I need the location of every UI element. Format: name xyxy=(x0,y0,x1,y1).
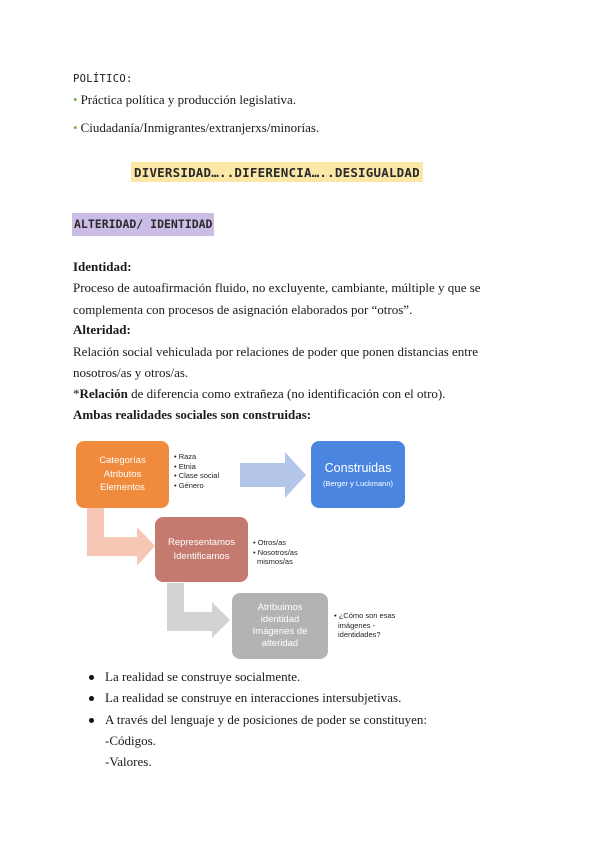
box3-list xyxy=(253,538,298,567)
box-subtitle: (Berger y Luckmann) xyxy=(322,478,394,488)
box-label: Representamos xyxy=(167,537,236,548)
bullet-text: Ciudadanía/Inmigrantes/extranjerxs/minorías. xyxy=(80,120,320,135)
box-label: Imágenes de xyxy=(252,626,308,637)
diagram-box-representamos xyxy=(155,517,248,582)
sublist-item: -Valores. xyxy=(105,754,152,769)
bullet-dot-icon xyxy=(89,675,94,680)
identidad-line-2: complementa con procesos de asignación elaborados por “otros”. xyxy=(73,302,413,317)
alteridad-line-2: nosotros/as y otros/as. xyxy=(73,365,189,380)
list-item-text: A través del lenguaje y de posiciones de poder se constituyen: xyxy=(105,712,428,727)
box4-list xyxy=(334,611,395,640)
identidad-line-1: Proceso de autoafirmación fluido, no excluyente, cambiante, múltiple y que se xyxy=(73,280,481,295)
list-item: • Nosotros/as xyxy=(253,547,298,557)
list-item: mismos/as xyxy=(257,557,293,566)
sublist-item: -Códigos. xyxy=(105,733,156,748)
arrow-right-icon xyxy=(240,452,306,498)
bullet-dot-icon: • xyxy=(73,92,78,107)
identidad-heading: Identidad: xyxy=(73,259,132,274)
list-item xyxy=(89,669,300,685)
bullet-text: Práctica política y producción legislativa. xyxy=(80,92,297,107)
highlight-title-text: DIVERSIDAD…..DIFERENCIA…..DESIGUALDAD xyxy=(131,162,423,182)
section-title-text: ALTERIDAD/ IDENTIDAD xyxy=(72,213,214,236)
list-item: • ¿Cómo son esas xyxy=(334,611,396,620)
diagram-box-atribuimos xyxy=(232,593,328,659)
box-label: Categorías xyxy=(99,455,146,467)
box-label: Atribuimos xyxy=(257,602,303,613)
list-item: identidades? xyxy=(338,630,381,639)
box-label: alteridad xyxy=(261,638,299,649)
arrow-bent-peach-icon xyxy=(87,508,155,566)
box-label: Identificamos xyxy=(173,550,230,562)
list-item: imágenes - xyxy=(338,620,376,630)
bullet-dot-icon: • xyxy=(73,120,78,135)
list-item xyxy=(89,690,401,706)
alteridad-line-1: Relación social vehiculada por relaciones de poder que ponen distancias entre xyxy=(73,344,479,359)
box-label: identidad xyxy=(260,614,300,625)
list-item: • Raza xyxy=(174,452,197,461)
list-item: • Clase social xyxy=(174,471,220,480)
diagram-box-construidas xyxy=(311,441,405,508)
list-item: • Etnia xyxy=(174,461,196,471)
box1-list xyxy=(174,452,219,490)
bullet-dot-icon xyxy=(89,696,94,701)
box-title: Construidas xyxy=(324,460,392,475)
bullet-dot-icon xyxy=(89,718,94,723)
diagram-box-categorias xyxy=(76,441,169,508)
list-item: • Otros/as xyxy=(253,538,287,547)
list-item-text: La realidad se construye socialmente. xyxy=(105,669,301,684)
box-label: Atributos xyxy=(103,468,142,480)
list-item-text: La realidad se construye en interacciones intersubjetivas. xyxy=(105,690,402,705)
list-item: • Género xyxy=(174,480,204,490)
list-item xyxy=(89,712,427,728)
box-label: Elementos xyxy=(100,482,145,494)
arrow-bent-gray-icon xyxy=(167,583,230,638)
section-label: POLÍTICO: xyxy=(73,73,133,85)
constructed-heading: Ambas realidades sociales son construidas: xyxy=(73,407,312,422)
alteridad-heading: Alteridad: xyxy=(73,322,131,337)
alteridad-note: *Relación de diferencia como extrañeza (no identificación con el otro). xyxy=(73,386,446,401)
